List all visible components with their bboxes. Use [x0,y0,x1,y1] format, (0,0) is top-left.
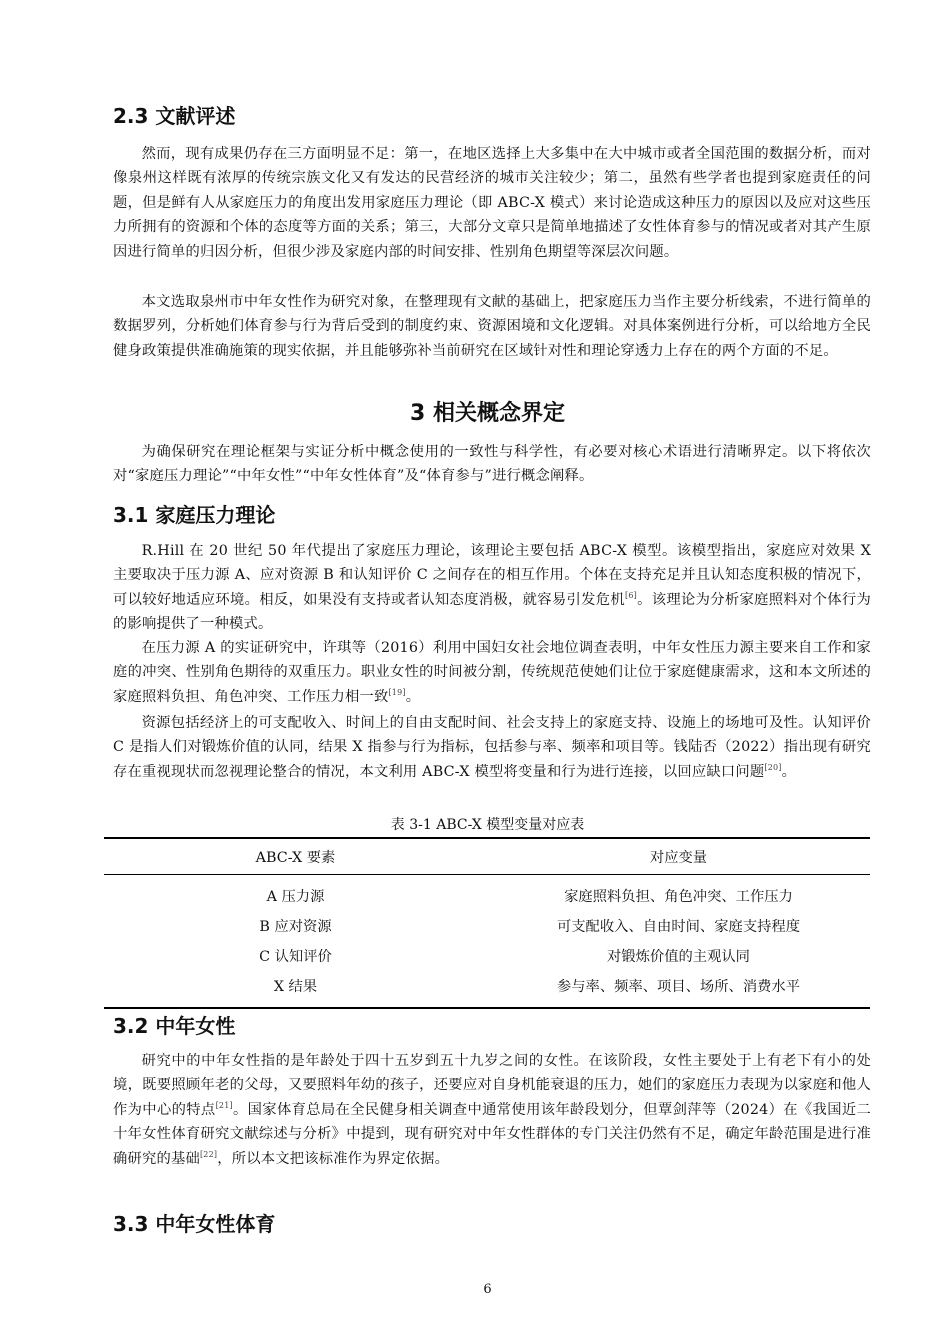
paragraph-text: ，所以本文把该标准作为界定依据。 [217,1150,450,1167]
section-3-1-paragraph-3 [113,711,871,784]
section-3-2-paragraph-1 [113,1049,871,1171]
paragraph-text: 。该理论为分析家庭照料对个体行为的影响提供了一种模式。 [113,591,871,633]
paragraph-text: 资源包括经济上的可支配收入、时间上的自由支配时间、社会支持上的家庭支持、设施上的场地可及性。认知评价 C 是指人们对锻炼价值的认同，结果 X 指参与行为指标，包括参与率、频率和项目等。钱陆否（2022）指出现有研究存在重视现状而忽视理论整合的情况，本文利用 ABC-X 模型将变量和行为进行连接，以回应缺口问题 [113,715,871,780]
citation-ref: [21] [215,1100,233,1110]
chapter-3-intro-paragraph: 为确保研究在理论框架与实证分析中概念使用的一致性与科学性，有必要对核心术语进行清晰界定。以下将依次对“家庭压力理论”“中年女性”“中年女性体育”及“体育参与”进行概念阐释。 [113,444,871,485]
table-row [104,971,870,1008]
table-cell: 对锻炼价值的主观认同 [607,949,750,965]
section-3-1-paragraph-2 [113,636,871,709]
table-cell: X 结果 [104,971,487,1008]
table-caption: 表 3-1 ABC-X 模型变量对应表 [390,817,585,833]
paragraph-text: 。 [405,688,421,705]
table-row [104,941,870,971]
table-cell: A 压力源 [266,889,325,905]
citation-ref: [19] [388,687,406,697]
table-header-row [104,838,870,875]
section-3-1-paragraph-1 [113,539,871,637]
table-cell: 家庭照料负担、角色冲突、工作压力 [564,889,793,905]
paragraph-text: 研究中的中年女性指的是年龄处于四十五岁到五十九岁之间的女性。在该阶段，女性主要处于上有老下有小的处境，既要照顾年老的父母，又要照料年幼的孩子，还要应对自身机能衰退的压力，她们的家庭压力表现为以家庭和他人作为中心的特点 [113,1053,871,1118]
section-2-3-paragraph-2: 本文选取泉州市中年女性作为研究对象，在整理现有文献的基础上，把家庭压力当作主要分析线索，不进行简单的数据罗列，分析她们体育参与行为背后受到的制度约束、资源困境和文化逻辑。对具体案例进行分析，可以给地方全民健身政策提供准确施策的现实依据，并且能够弥补当前研究在区域针对性和理论穿透力上存在的两个方面的不足。 [113,294,871,359]
section-3-1-heading: 3.1 家庭压力理论 [113,503,276,527]
section-3-2-heading: 3.2 中年女性 [113,1014,236,1038]
citation-ref: [20] [764,762,782,772]
citation-ref: [22] [199,1149,218,1159]
page-number: 6 [483,1282,492,1297]
abcx-variable-table [104,837,870,1009]
table-cell: 参与率、频率、项目、场所、消费水平 [487,971,870,1008]
paragraph-text: 在压力源 A 的实证研究中，许琪等（2016）利用中国妇女社会地位调查表明，中年女性压力源主要来自工作和家庭的冲突、性别角色期待的双重压力。职业女性的时间被分割，传统规范使她们让位于家庭健康需求，这和本文所述的家庭照料负担、角色冲突、工作压力相一致 [113,640,871,705]
section-2-3-heading: 2.3 文献评述 [113,104,236,128]
paragraph-text: R.Hill 在 20 世纪 50 年代提出了家庭压力理论，该理论主要包括 ABC-X 模型。该模型指出，家庭应对效果 X 主要取决于压力源 A、应对资源 B 和认知评价 C 之间存在的相互作用。个体在支持充足并且认知态度积极的情况下，可以较好地适应环境。相反，如果没有支持或者认知态度消极，就容易引发危机 [113,543,871,608]
table-header-cell: ABC-X 要素 [104,838,487,875]
citation-ref: [6] [625,590,637,600]
table-cell: 可支配收入、自由时间、家庭支持程度 [556,919,801,935]
table-row [104,875,870,912]
table-cell: C 认知评价 [259,949,332,965]
paragraph-text: 。 [781,763,797,780]
section-3-3-heading: 3.3 中年女性体育 [113,1212,276,1236]
section-2-3-paragraph-1: 然而，现有成果仍存在三方面明显不足：第一，在地区选择上大多集中在大中城市或者全国范围的数据分析，而对像泉州这样既有浓厚的传统宗族文化又有发达的民营经济的城市关注较少；第二，虽然有些学者也提到家庭责任的问题，但是鲜有人从家庭压力的角度出发用家庭压力理论（即 ABC-X 模式）来讨论造成这种压力的原因以及应对这些压力所拥有的资源和个体的态度等方面的关系；第三，大部分文章只是简单地描述了女性体育参与的情况或者对其产生原因进行简单的归因分析，但很少涉及家庭内部的时间安排、性别角色期望等深层次问题。 [113,146,871,260]
table-cell: B 应对资源 [259,919,332,935]
table-row [104,911,870,941]
table-header-cell: 对应变量 [487,838,870,875]
chapter-3-heading: 3 相关概念界定 [410,401,565,426]
paragraph-text: 。国家体育总局在全民健身相关调查中通常使用该年龄段划分，但覃剑萍等（2024）在《我国近二十年女性体育研究文献综述与分析》中提到，现有研究对中年女性群体的专门关注仍然有不足，确定年龄范围是进行准确研究的基础 [113,1101,871,1167]
